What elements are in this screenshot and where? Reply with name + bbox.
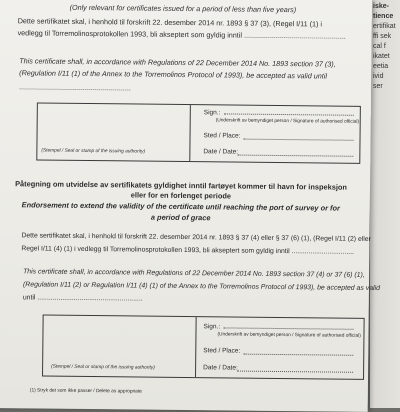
adjacent-line: ser [373,83,383,90]
adjacent-page-text [370,0,400,92]
adjacent-line: ertifikat [373,23,396,30]
english-text-line: This certificate shall, in accordance with Regulations of 22 December 2014 No. 1893 section 37 (4) or 37 (6) (1), [23,268,365,279]
stamp-caption: (Stempel / Seal or stamp of the issuing authority) [41,148,146,155]
endorsement-title-no: eller for en forlenget periode [130,190,232,201]
place-label: Sted / Place: [203,347,241,355]
footnote: (1) Stryk det som ikke passer / Delete as appropriate [29,388,142,395]
english-text-line: (Regulation I/11 (1) of the Annex to the Torremolinos Protocol of 1993), be accepted as valid until [19,68,328,81]
place-line[interactable] [244,139,354,141]
date-label: Date / Date: [203,148,239,156]
date-label: Date / Date: [203,364,238,372]
english-text-line: until ....................................................... [22,294,143,303]
english-text-line: ........................................................ [19,82,131,93]
adjacent-line: iske- [373,3,389,10]
validity-note: (Only relevant for certificates issued for a period of less than five years) [69,2,297,15]
english-text-line: (Regulation I/11 (2) or Regulation I/11 (4) (1) of the Annex to the Torremolinos Protocol of 1993), be accepted as valid [22,281,380,293]
endorsement-title-no: Påtegning om utvidelse av sertifikatets gyldighet inntil fartøyet kommer til havn for inspeksjon [15,179,347,192]
signature-box [42,315,365,380]
adjacent-page [370,0,400,408]
box-divider [195,317,197,377]
endorsement-title-en: a period of grace [150,212,211,223]
adjacent-line: ikatet [373,53,390,60]
norwegian-text-line: vedlegg til Torremolinosprotokollen 1993, bli akseptert som gyldig inntil ................................................... [17,28,346,41]
adjacent-line: ivid [373,73,384,80]
sign-label: Sign.: [203,323,221,331]
place-label: Sted / Place: [203,132,241,140]
stamp-caption: (Stempel / Seal or stamp of the issuing authority) [51,364,155,371]
place-line[interactable] [243,354,353,356]
adjacent-line: tience [373,13,394,20]
date-line[interactable] [237,155,353,157]
sign-label: Sign.: [203,109,221,117]
norwegian-text-line: Dette sertifikatet skal, i henhold til forskrift 22. desember 2014 nr. 1893 § 37 (3), (Regel I/11 (1) i [17,16,323,29]
adjacent-line: cal f [373,43,386,50]
box-divider [189,105,191,161]
norwegian-text-line: Dette sertifikatet skal, i henhold til forskrift 22. desember 2014 nr. 1893 § 37 (4) eller § 37 (6) (1), (Regel I/11 (2) eller [21,232,371,243]
sign-caption: (Underskrift av bemyndiget person / Signature of authorised official) [217,332,361,339]
date-line[interactable] [237,371,353,373]
adjacent-line: ffi sek [373,33,392,40]
adjacent-line: eetia [373,63,389,70]
sign-line[interactable] [224,327,354,329]
sign-line[interactable] [224,113,354,115]
signature-box [36,102,361,163]
norwegian-text-line: Regel I/11 (4) (1) i vedlegg til Torremolinosprotokollen 1993, bli akseptert som gyldig inntil ................................. [21,245,354,256]
sign-caption: (Underskrift av bemyndiget person / Signature of authorised official) [215,118,360,125]
endorsement-title-en: Endorsement to extend the validity of the certificate until reaching the port of survey or for [21,200,340,213]
english-text-line: This certificate shall, in accordance with Regulations of 22 December 2014 No. 1893 section 37 (3), [19,56,336,69]
